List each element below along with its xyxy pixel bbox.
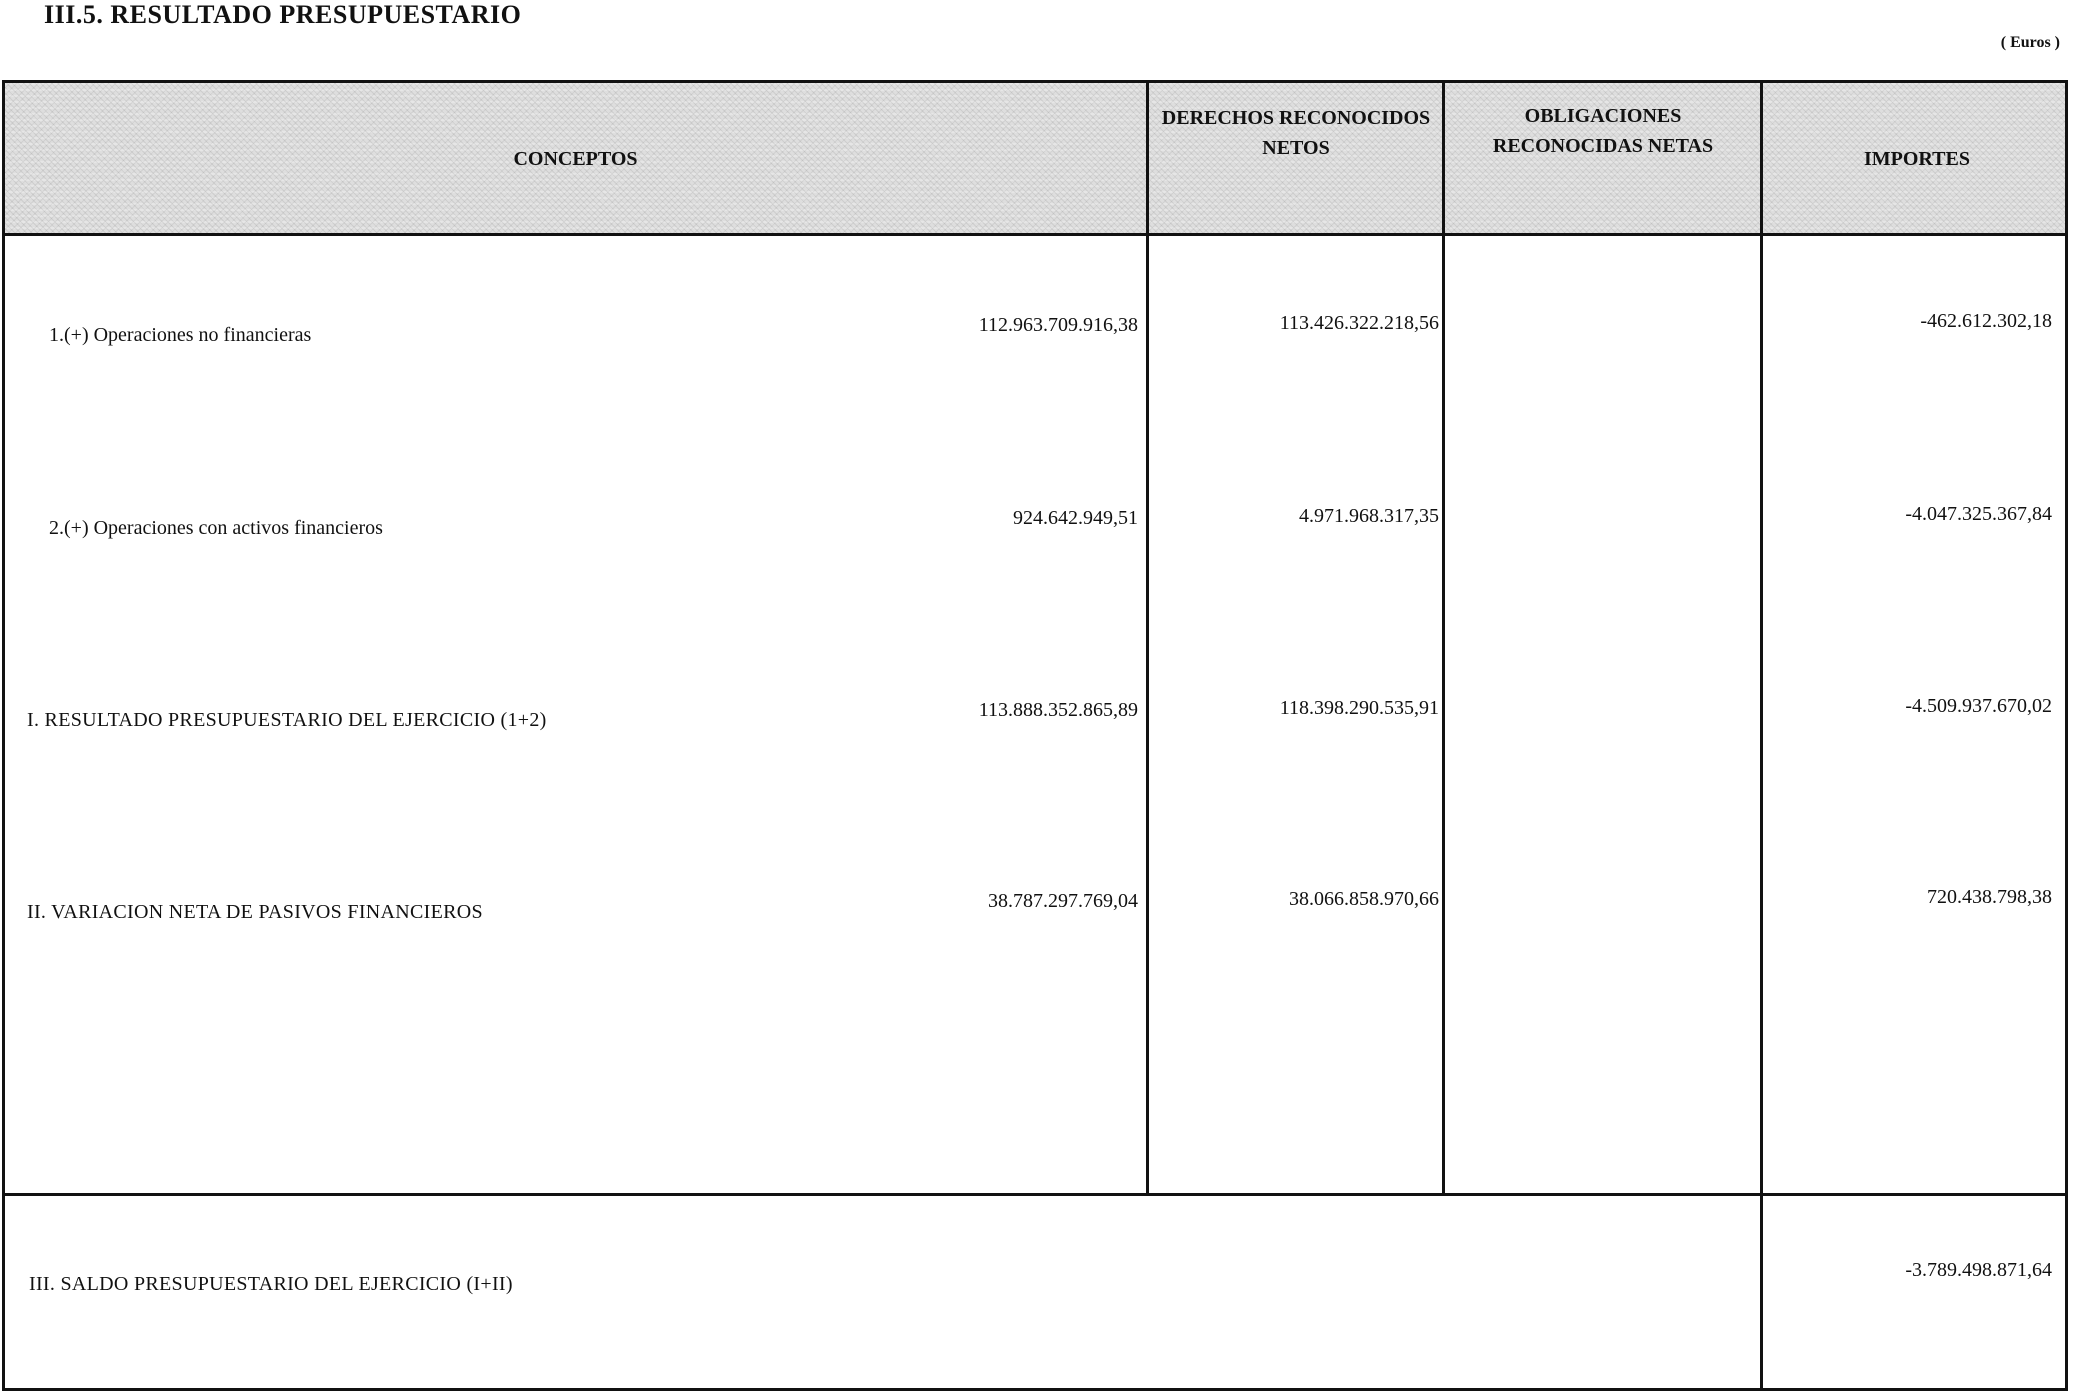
row-amount-3: -4.509.937.670,02 <box>1905 695 2052 717</box>
header-obligations <box>1449 83 1757 235</box>
row-amount-1: -462.612.302,18 <box>1920 310 2052 332</box>
header-obligations-label: OBLIGACIONES RECONOCIDAS NETAS <box>1492 105 1714 157</box>
header-concepts <box>5 83 1146 235</box>
header-amounts-label: IMPORTES <box>1864 148 1970 170</box>
row-concept-1: 1.(+) Operaciones no financieras <box>49 324 312 346</box>
row-rights-4: 38.787.297.769,04 <box>988 890 1138 912</box>
row-rights-3: 113.888.352.865,89 <box>978 699 1138 721</box>
row-rights-2: 924.642.949,51 <box>1013 507 1138 529</box>
row-obligations-1: 113.426.322.218,56 <box>1279 312 1439 334</box>
page-title: III.5. RESULTADO PRESUPUESTARIO <box>44 0 522 29</box>
total-concept: III. SALDO PRESUPUESTARIO DEL EJERCICIO (I+II) <box>29 1273 513 1295</box>
row-obligations-2: 4.971.968.317,35 <box>1299 505 1439 527</box>
row-rights-1: 112.963.709.916,38 <box>978 314 1138 336</box>
total-amount: -3.789.498.871,64 <box>1905 1259 2052 1281</box>
column-divider-2 <box>1442 83 1445 1194</box>
column-divider-3 <box>1760 83 1763 1389</box>
row-amount-2: -4.047.325.367,84 <box>1905 503 2052 525</box>
budget-result-table <box>2 80 2068 1391</box>
row-concept-2: 2.(+) Operaciones con activos financieros <box>49 517 383 539</box>
units-label: ( Euros ) <box>2000 34 2060 51</box>
row-amount-4: 720.438.798,38 <box>1927 886 2052 908</box>
row-concept-4: II. VARIACION NETA DE PASIVOS FINANCIEROS <box>27 901 483 923</box>
row-concept-3: I. RESULTADO PRESUPUESTARIO DEL EJERCICIO (1+2) <box>27 709 547 731</box>
header-rights <box>1153 83 1439 235</box>
row-obligations-4: 38.066.858.970,66 <box>1289 888 1439 910</box>
total-divider <box>5 1193 2065 1196</box>
header-concepts-label: CONCEPTOS <box>513 148 638 170</box>
row-obligations-3: 118.398.290.535,91 <box>1279 697 1439 719</box>
column-divider-1 <box>1146 83 1149 1194</box>
header-amounts <box>1767 83 2067 235</box>
header-rights-label: DERECHOS RECONOCIDOS NETOS <box>1161 107 1431 159</box>
